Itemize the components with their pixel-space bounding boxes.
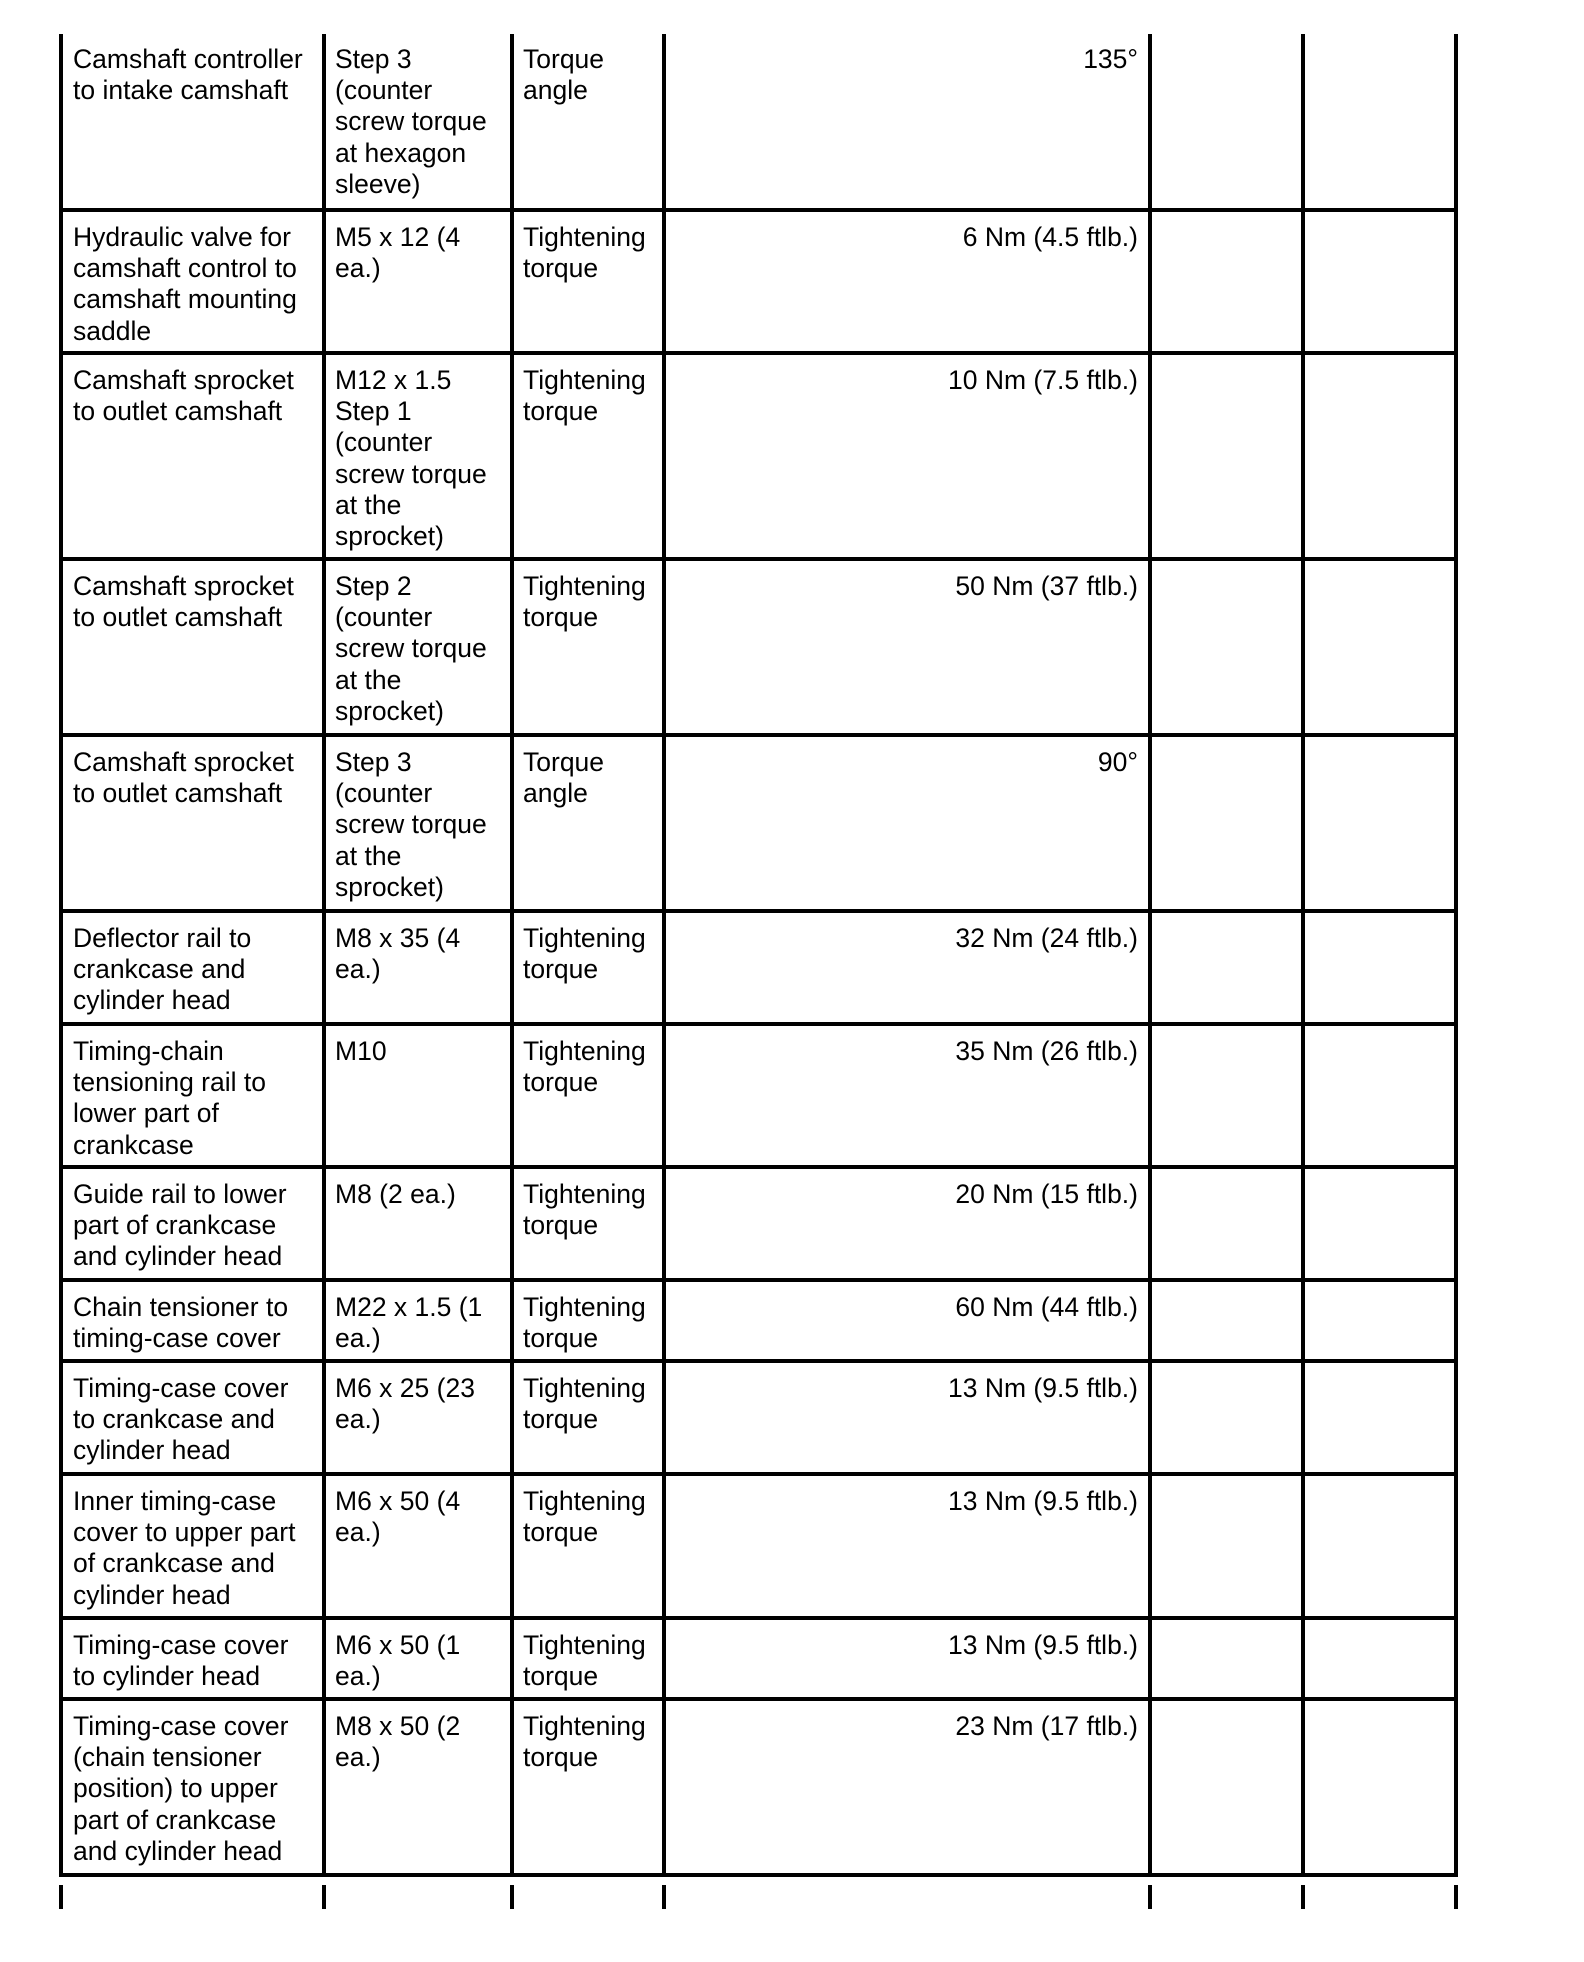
component-cell: Timing-case cover (chain tensioner position) to upper part of crankcase and cylinder head [61,1699,324,1875]
column-divider [59,1885,63,1909]
component-cell: Deflector rail to crankcase and cylinder head [61,911,324,1024]
component-cell: Chain tensioner to timing-case cover [61,1280,324,1361]
empty-cell [1150,1699,1303,1875]
empty-cell [1303,1474,1456,1618]
empty-cell [1150,559,1303,735]
fastener-spec-cell: M6 x 50 (1 ea.) [324,1618,512,1699]
torque-spec-table [59,34,1458,1877]
torque-type-cell: Tightening torque [512,559,664,735]
empty-cell [1303,353,1456,559]
fastener-spec-cell: Step 2 (counter screw torque at the sprocket) [324,559,512,735]
fastener-spec-cell: M8 x 35 (4 ea.) [324,911,512,1024]
empty-cell [1150,1361,1303,1474]
component-cell: Hydraulic valve for camshaft control to camshaft mounting saddle [61,210,324,353]
torque-value-cell: 23 Nm (17 ftlb.) [664,1699,1150,1875]
table-row [61,1361,1456,1474]
torque-value-cell: 32 Nm (24 ftlb.) [664,911,1150,1024]
column-divider [662,1885,666,1909]
column-divider [1454,1885,1458,1909]
table-row [61,559,1456,735]
empty-cell [1150,735,1303,911]
component-cell: Inner timing-case cover to upper part of crankcase and cylinder head [61,1474,324,1618]
torque-type-cell: Tightening torque [512,1699,664,1875]
component-cell: Camshaft sprocket to outlet camshaft [61,559,324,735]
component-cell: Timing-case cover to crankcase and cylinder head [61,1361,324,1474]
torque-value-cell: 90° [664,735,1150,911]
torque-type-cell: Tightening torque [512,210,664,353]
table-row [61,1280,1456,1361]
component-cell: Timing-case cover to cylinder head [61,1618,324,1699]
fastener-spec-cell: M6 x 50 (4 ea.) [324,1474,512,1618]
torque-type-cell: Tightening torque [512,1024,664,1167]
fastener-spec-cell: Step 3 (counter screw torque at the sprocket) [324,735,512,911]
fastener-spec-cell: M22 x 1.5 (1 ea.) [324,1280,512,1361]
fastener-spec-cell: M6 x 25 (23 ea.) [324,1361,512,1474]
torque-value-cell: 20 Nm (15 ftlb.) [664,1167,1150,1280]
empty-cell [1150,1024,1303,1167]
empty-cell [1150,1618,1303,1699]
torque-type-cell: Tightening torque [512,1474,664,1618]
torque-value-cell: 10 Nm (7.5 ftlb.) [664,353,1150,559]
empty-cell [1303,911,1456,1024]
torque-value-cell: 50 Nm (37 ftlb.) [664,559,1150,735]
torque-type-cell: Tightening torque [512,353,664,559]
table-row [61,1618,1456,1699]
column-divider [510,1885,514,1909]
fastener-spec-cell: M5 x 12 (4 ea.) [324,210,512,353]
table-row [61,353,1456,559]
empty-cell [1303,1618,1456,1699]
torque-value-cell: 6 Nm (4.5 ftlb.) [664,210,1150,353]
fastener-spec-cell: M8 (2 ea.) [324,1167,512,1280]
table-row [61,34,1456,210]
component-cell: Timing-chain tensioning rail to lower part of crankcase [61,1024,324,1167]
torque-type-cell: Tightening torque [512,1167,664,1280]
torque-value-cell: 60 Nm (44 ftlb.) [664,1280,1150,1361]
torque-value-cell: 35 Nm (26 ftlb.) [664,1024,1150,1167]
torque-type-cell: Torque angle [512,735,664,911]
column-divider [1301,1885,1305,1909]
component-cell: Guide rail to lower part of crankcase and cylinder head [61,1167,324,1280]
empty-cell [1150,210,1303,353]
table-row [61,1167,1456,1280]
empty-cell [1303,210,1456,353]
empty-cell [1150,1280,1303,1361]
fastener-spec-cell: M8 x 50 (2 ea.) [324,1699,512,1875]
empty-cell [1303,1699,1456,1875]
empty-cell [1303,34,1456,210]
fastener-spec-cell: M12 x 1.5 Step 1 (counter screw torque at the sprocket) [324,353,512,559]
component-cell: Camshaft sprocket to outlet camshaft [61,735,324,911]
empty-cell [1150,1167,1303,1280]
fastener-spec-cell: M10 [324,1024,512,1167]
empty-cell [1303,1280,1456,1361]
table-row [61,911,1456,1024]
table-row [61,1699,1456,1875]
empty-cell [1303,1361,1456,1474]
empty-cell [1150,353,1303,559]
empty-cell [1150,911,1303,1024]
column-divider [322,1885,326,1909]
column-divider [1148,1885,1152,1909]
empty-cell [1303,559,1456,735]
empty-cell [1150,34,1303,210]
table-row [61,735,1456,911]
torque-type-cell: Tightening torque [512,1361,664,1474]
table-row [61,1024,1456,1167]
torque-value-cell: 13 Nm (9.5 ftlb.) [664,1474,1150,1618]
torque-type-cell: Tightening torque [512,911,664,1024]
empty-cell [1303,735,1456,911]
table-body [61,34,1456,1875]
component-cell: Camshaft sprocket to outlet camshaft [61,353,324,559]
torque-type-cell: Tightening torque [512,1618,664,1699]
table-row [61,210,1456,353]
torque-value-cell: 135° [664,34,1150,210]
empty-cell [1150,1474,1303,1618]
torque-value-cell: 13 Nm (9.5 ftlb.) [664,1618,1150,1699]
fastener-spec-cell: Step 3 (counter screw torque at hexagon sleeve) [324,34,512,210]
table-row [61,1474,1456,1618]
component-cell: Camshaft controller to intake camshaft [61,34,324,210]
torque-value-cell: 13 Nm (9.5 ftlb.) [664,1361,1150,1474]
torque-type-cell: Tightening torque [512,1280,664,1361]
torque-type-cell: Torque angle [512,34,664,210]
empty-cell [1303,1024,1456,1167]
empty-cell [1303,1167,1456,1280]
